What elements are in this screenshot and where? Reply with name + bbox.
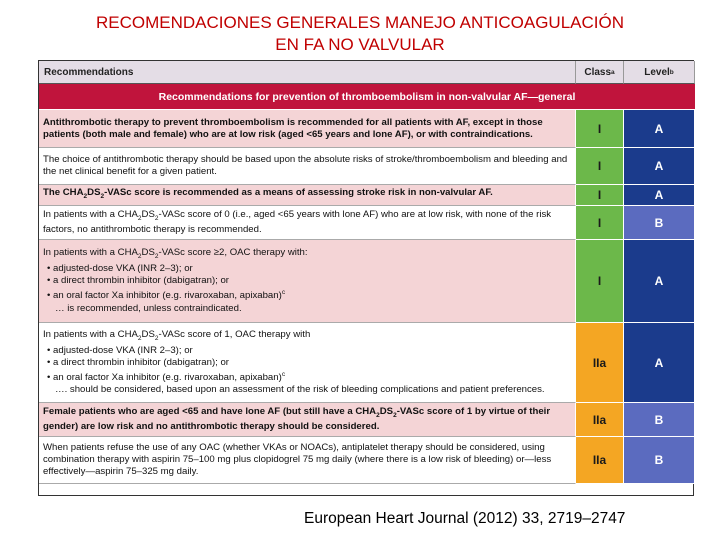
level-cell: B	[624, 403, 695, 437]
slide-title-line1: RECOMENDACIONES GENERALES MANEJO ANTICOAGULACIÓN	[95, 13, 625, 32]
section-header: Recommendations for prevention of thromboembolism in non-valvular AF—general	[39, 84, 695, 110]
table-row: When patients refuse the use of any OAC (whether VKAs or NOACs), antiplatelet therapy should be considered, using combination therapy with aspirin 75–100 mg plus clopidogrel 75 mg daily (where there is a low risk of bleeding) or—less effectively—aspirin 75–325 mg daily.	[39, 437, 576, 484]
level-cell: A	[624, 110, 695, 148]
class-cell: I	[576, 185, 624, 206]
header-level: Level b	[624, 61, 695, 84]
class-cell: I	[576, 206, 624, 240]
class-cell: I	[576, 148, 624, 185]
table-row: The choice of antithrombotic therapy should be based upon the absolute risks of stroke/thromboembolism and bleeding and the net clinical benefit for a given patient.	[39, 148, 576, 185]
header-recommendations: Recommendations	[39, 61, 576, 84]
table-row: In patients with a $CHA_2DS_2$-VASc score of 0 (i.e., aged <65 years with lone AF) who are at low risk, with none of the risk factors, no antithrombotic therapy is recommended.	[39, 206, 576, 240]
slide-title	[0, 12, 720, 56]
table-row: In patients with a $CHA_2DS_2$-VASc score ≥2, OAC therapy with: • adjusted-dose VKA (INR 2–3); or • a direct thrombin inhibitor (dabigatran); or • an oral factor Xa inhibitor (e.g. rivaroxaban, apixaban)$^c$ … is recommended, unless contraindicated.	[39, 240, 576, 323]
level-cell: A	[624, 240, 695, 323]
table-row: Female patients who are aged <65 and have lone AF (but still have a $CHA_2DS_2$-VASc score of 1 by virtue of their gender) are low risk and no antithrombotic therapy should be considered.	[39, 403, 576, 437]
table-row: Antithrombotic therapy to prevent thromboembolism is recommended for all patients with AF, except in those patients (both male and female) who are at low risk (aged <65 years and lone AF), or with contraindications.	[39, 110, 576, 148]
table-row: The $CHA_2DS_2$-VASc score is recommended as a means of assessing stroke risk in non-valvular AF.	[39, 185, 576, 206]
class-cell: IIa	[576, 323, 624, 403]
level-cell: A	[624, 148, 695, 185]
level-cell: B	[624, 206, 695, 240]
slide-title-line2: EN FA NO VALVULAR	[275, 35, 445, 54]
class-cell: I	[576, 240, 624, 323]
citation: European Heart Journal (2012) 33, 2719–2747	[304, 510, 626, 527]
recommendations-table	[38, 60, 694, 496]
level-cell: A	[624, 185, 695, 206]
level-cell: A	[624, 323, 695, 403]
class-cell: IIa	[576, 437, 624, 484]
table-row: In patients with a $CHA_2DS_2$-VASc score of 1, OAC therapy with • adjusted-dose VKA (INR 2–3); or • a direct thrombin inhibitor (dabigatran); or • an oral factor Xa inhibitor (e.g. rivaroxaban, apixaban)$^c$ …. should be considered, based upon an assessment of the risk of bleeding complications and patient preferences.	[39, 323, 576, 403]
class-cell: IIa	[576, 403, 624, 437]
class-cell: I	[576, 110, 624, 148]
header-class: Class a	[576, 61, 624, 84]
level-cell: B	[624, 437, 695, 484]
